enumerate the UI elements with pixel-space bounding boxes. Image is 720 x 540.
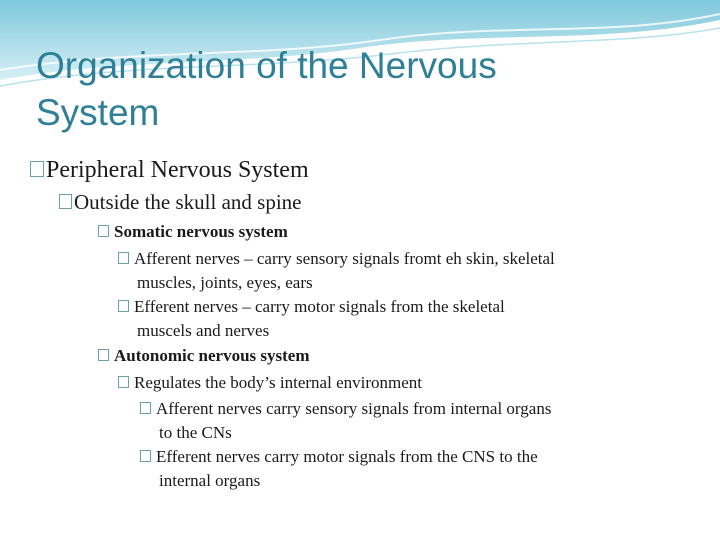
- bullet-text: Regulates the body’s internal environment: [134, 373, 422, 392]
- square-bullet-icon: [118, 300, 129, 312]
- bullet-text: Autonomic nervous system: [114, 346, 310, 365]
- bullet-regulates: [118, 371, 422, 395]
- bullet-text-continued: internal organs: [159, 471, 261, 490]
- bullet-text-continued: to the CNs: [159, 423, 232, 442]
- slide-title-line-1: Organization of the Nervous: [36, 45, 497, 86]
- bullet-text: Somatic nervous system: [114, 222, 288, 241]
- bullet-outside: [59, 190, 301, 215]
- square-bullet-icon: [118, 252, 129, 264]
- bullet-somatic-afferent: [118, 247, 555, 295]
- bullet-text: Afferent nerves – carry sensory signals fromt eh skin, skeletal: [134, 249, 555, 268]
- bullet-peripheral: [30, 157, 309, 184]
- bullet-text: Afferent nerves carry sensory signals from internal organs: [156, 399, 552, 418]
- bullet-text: Efferent nerves carry motor signals from the CNS to the: [156, 447, 538, 466]
- bullet-text: Outside the skull and spine: [74, 190, 302, 214]
- bullet-somatic: [98, 222, 288, 242]
- bullet-autonomic: [98, 346, 310, 366]
- slide-title-line-2: System: [36, 92, 160, 133]
- square-bullet-icon: [30, 161, 44, 177]
- bullet-text-continued: muscels and nerves: [137, 321, 270, 340]
- bullet-text-continued: muscles, joints, eyes, ears: [137, 273, 313, 292]
- square-bullet-icon: [59, 194, 72, 209]
- square-bullet-icon: [118, 376, 129, 388]
- square-bullet-icon: [98, 225, 109, 237]
- square-bullet-icon: [140, 402, 151, 414]
- square-bullet-icon: [140, 450, 151, 462]
- square-bullet-icon: [98, 349, 109, 361]
- bullet-autonomic-efferent: [140, 445, 538, 493]
- bullet-text: Peripheral Nervous System: [46, 157, 309, 183]
- bullet-text: Efferent nerves – carry motor signals from the skeletal: [134, 297, 505, 316]
- bullet-autonomic-afferent: [140, 397, 551, 445]
- bullet-somatic-efferent: [118, 295, 505, 343]
